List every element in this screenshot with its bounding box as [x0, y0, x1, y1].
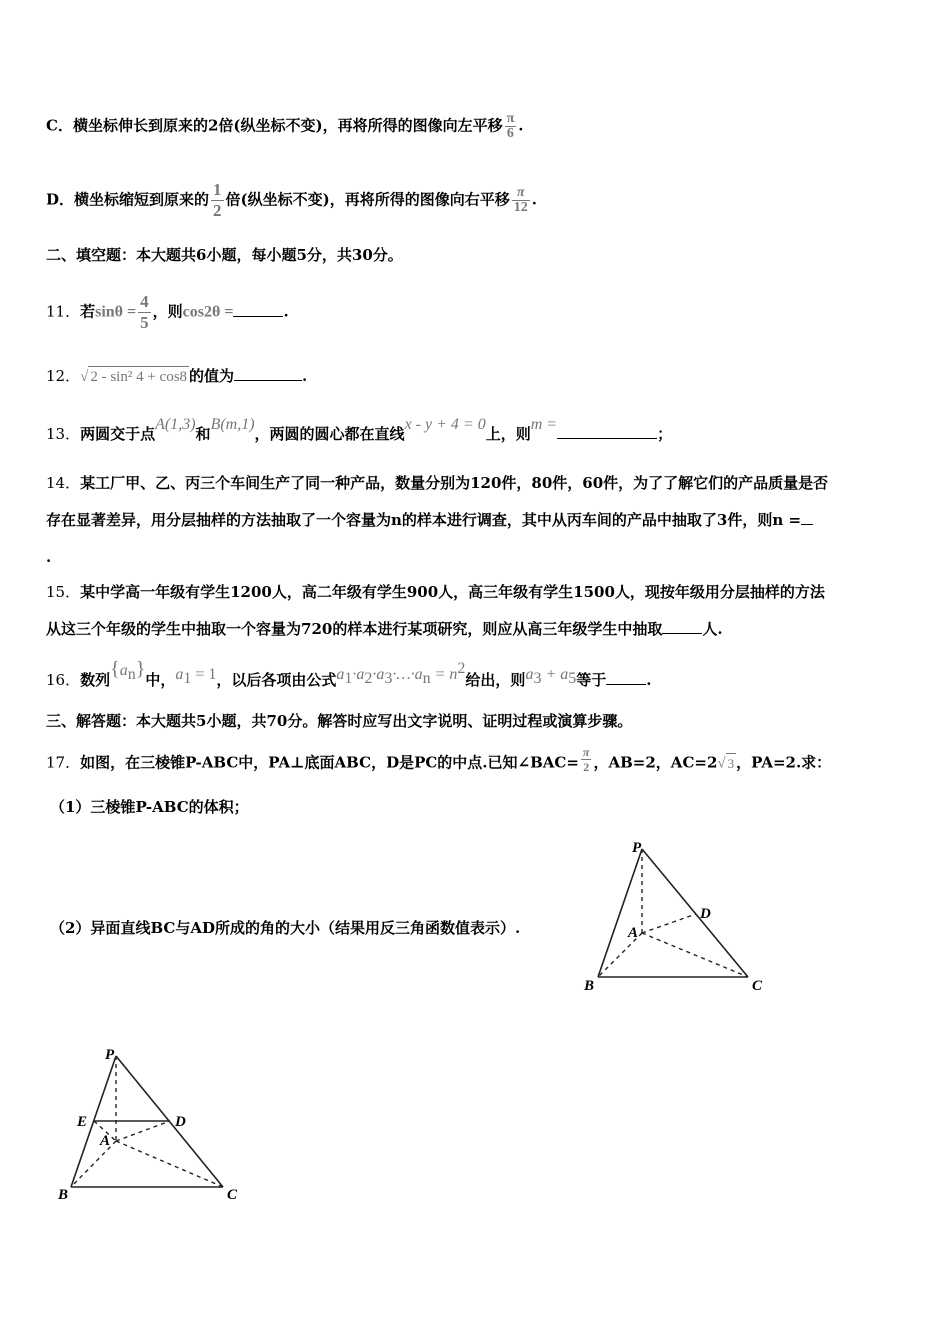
question-13: 13．两圆交于点A(1,3)和B(m,1)，两圆的圆心都在直线x - y + 4 = 0上，则m =； [46, 416, 673, 443]
sqrt-icon: √ [717, 755, 726, 772]
question-17: 17．如图，在三棱锥P-ABC中，PA⊥底面ABC，D是PC的中点.已知∠BAC= $\frac{\pi}{2}$ ，AB=2，AC=2√ 3 ，PA=2.求： [46, 745, 832, 774]
question-14-line-1: 14．某工厂甲、乙、丙三个车间生产了同一种产品，数量分别为120件，80件，60件，为了了解它们的产品质量是否 [46, 474, 829, 492]
question-14-line-3: . [46, 548, 52, 566]
question-16: 16．数列$\{a_n\}$中，$a_1 = 1$，以后各项由公式$a_1\cdot a_2\cdot a_3\cdot\dots\cdot a_n = n^2$给出，则$a_3 + a_5$等于 . [46, 658, 652, 689]
answer-blank[interactable] [801, 510, 813, 525]
option-c: C．横坐标伸长到原来的2倍(纵坐标不变)，再将所得的图像向左平移 $\frac{\pi}{6}$ . [46, 111, 524, 141]
answer-blank[interactable] [662, 619, 702, 634]
section-fill-in-heading: 二、填空题：本大题共6小题，每小题5分，共30分。 [46, 246, 403, 264]
question-11: 11．若sinθ = $\frac{4}{5}$ ，则cos2θ = . [46, 292, 289, 332]
label-d: D [700, 906, 711, 922]
edge-pc [642, 849, 748, 977]
question-12: 12．√ 2 - sin² 4 + cos8 的值为 . [46, 367, 308, 385]
math-a3-plus-a5: $a_3 + a_5$ [525, 666, 577, 687]
section-solution-heading: 三、解答题：本大题共5小题，共70分。解答时应写出文字说明、证明过程或演算步骤。 [46, 712, 633, 730]
fraction-half: $\frac{1}{2}$ [213, 180, 222, 220]
tetrahedron-figure-1 [578, 835, 778, 1000]
math-line-equation: x - y + 4 = 0 [404, 416, 486, 433]
math-point-b: B(m,1) [210, 416, 255, 433]
math-sin-theta: sinθ = [95, 303, 137, 321]
label-d: D [175, 1114, 186, 1130]
math-product-formula: $a_1\cdot a_2\cdot a_3\cdot\dots\cdot a_n = n^2$ [336, 660, 466, 687]
math-sqrt-3: 3 [726, 753, 737, 774]
question-17-part-1: （1）三棱锥P-ABC的体积； [50, 798, 249, 816]
answer-blank[interactable] [234, 366, 302, 381]
label-p: P [105, 1047, 115, 1063]
label-c: C [752, 978, 763, 994]
edge-ac [116, 1141, 223, 1187]
label-b: B [584, 978, 595, 994]
math-cos-2theta: cos2θ = [182, 303, 234, 321]
answer-blank[interactable] [557, 424, 657, 439]
sqrt-icon: √ [80, 369, 89, 385]
question-14-line-2: 存在显著差异，用分层抽样的方法抽取了一个容量为n的样本进行调查，其中从丙车间的产品中抽取了3件，则n = [46, 510, 813, 530]
edge-pb [598, 849, 642, 977]
fraction-pi-12: $\frac{\pi}{12}$ [513, 185, 528, 215]
math-point-a: A(1,3) [155, 416, 196, 433]
question-15-line-2: 从这三个年级的学生中抽取一个容量为720的样本进行某项研究，则应从高三年级学生中抽取 人. [46, 620, 723, 638]
option-d: D．横坐标缩短到原来的 $\frac{1}{2}$ 倍(纵坐标不变)，再将所得的图像向右平移 $\frac{\pi}{12}$ . [46, 180, 537, 220]
label-p: P [632, 840, 642, 856]
question-15-line-1: 15．某中学高一年级有学生1200人，高二年级有学生900人，高三年级有学生1500人，现按年级用分层抽样的方法 [46, 583, 825, 601]
label-c: C [227, 1187, 238, 1203]
label-a: A [100, 1133, 111, 1149]
answer-blank[interactable] [233, 302, 283, 317]
answer-blank[interactable] [606, 670, 646, 685]
math-sqrt-expression: 2 - sin² 4 + cos8 [88, 366, 189, 387]
question-17-part-2: （2）异面直线BC与AD所成的角的大小（结果用反三角函数值表示）. [50, 919, 521, 937]
math-m: m = [530, 416, 558, 433]
label-e: E [77, 1114, 88, 1130]
math-sequence: $\{a_n\}$ [110, 658, 146, 683]
tetrahedron-figure-2 [55, 1042, 255, 1207]
label-a: A [628, 925, 639, 941]
fraction-4-5: $\frac{4}{5}$ [140, 292, 149, 332]
edge-ad [116, 1121, 170, 1141]
fraction-pi-6: $\frac{\pi}{6}$ [506, 111, 515, 141]
edge-ac [642, 933, 748, 977]
math-a1: $a_1 = 1$ [175, 666, 217, 687]
fraction-pi-2: $\frac{\pi}{2}$ [582, 745, 590, 774]
edge-ad [642, 914, 696, 933]
label-b: B [58, 1187, 69, 1203]
